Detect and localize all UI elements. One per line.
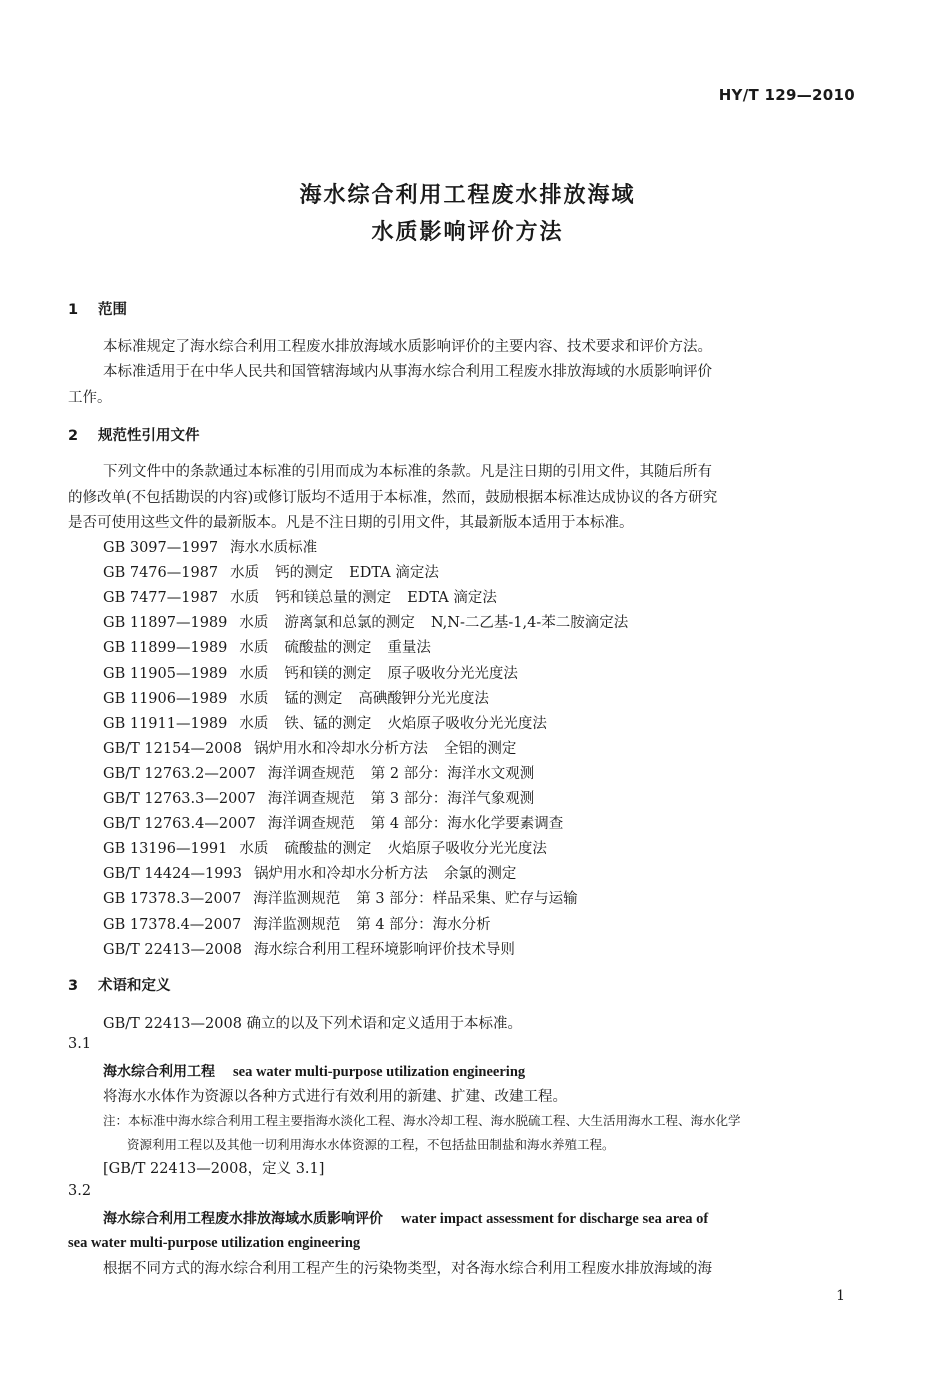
reference-item — [103, 662, 534, 683]
reference-title-part: 水质 — [230, 565, 260, 582]
reference-title-part: 海洋监测规范 — [253, 891, 341, 908]
reference-title-part: 火焰原子吸收分光光度法 — [387, 715, 547, 732]
reference-item — [103, 586, 513, 607]
reference-title-part: 钙的测定 — [275, 565, 334, 582]
reference-title-part: 海水水质标准 — [230, 540, 318, 556]
reference-code: GB 7476—1987 — [103, 565, 219, 582]
reference-title-part: 余氯的测定 — [443, 866, 517, 883]
term-chinese: 海水综合利用工程废水排放海域水质影响评价 — [103, 1211, 383, 1227]
section-2-intro-line-1: 下列文件中的条款通过本标准的引用而成为本标准的条款。凡是注日期的引用文件，其随后所有 — [103, 464, 712, 480]
reference-title-part: 第 3 部分：样品采集、贮存与运输 — [356, 891, 578, 908]
term-3-1-source: [GB/T 22413—2008，定义 3.1] — [103, 1161, 325, 1177]
section-1-paragraph-2-line-2: 工作。 — [68, 390, 112, 406]
reference-title-part: 高碘酸钾分光光度法 — [358, 690, 489, 707]
reference-title-part: 锰的测定 — [284, 690, 343, 707]
reference-title-part: 锅炉用水和冷却水分析方法 — [253, 866, 428, 883]
section-1-paragraph-1: 本标准规定了海水综合利用工程废水排放海域水质影响评价的主要内容、技术要求和评价方法。 — [103, 339, 712, 355]
reference-code: GB 7477—1987 — [103, 590, 219, 607]
term-3-2-english-line-2 — [68, 1232, 360, 1252]
reference-code: GB 3097—1997 — [103, 540, 219, 556]
reference-code: GB/T 22413—2008 — [103, 941, 242, 958]
reference-code: GB 13196—1991 — [103, 841, 228, 858]
reference-title-part: N,N-二乙基-1,4-苯二胺滴定法 — [430, 615, 629, 632]
term-english: sea water multi-purpose utilization engineering — [233, 1064, 526, 1080]
reference-item — [103, 636, 447, 657]
term-english-line-1: water impact assessment for discharge sea area of — [401, 1211, 709, 1227]
reference-code: GB 17378.3—2007 — [103, 891, 242, 908]
reference-code: GB 17378.4—2007 — [103, 916, 242, 933]
term-3-1-note-line-2: 资源利用工程以及其他一切利用海水水体资源的工程，不包括盐田制盐和海水养殖工程。 — [127, 1137, 615, 1152]
reference-code: GB/T 12763.4—2007 — [103, 816, 256, 833]
reference-code: GB 11906—1989 — [103, 690, 228, 707]
section-2-heading — [68, 424, 200, 445]
section-number: 1 — [68, 302, 79, 318]
term-3-1-heading — [103, 1061, 525, 1081]
section-title: 术语和定义 — [98, 978, 171, 994]
section-1-paragraph-2-line-1: 本标准适用于在中华人民共和国管辖海域内从事海水综合利用工程废水排放海域的水质影响评价 — [103, 364, 712, 380]
section-3-intro: GB/T 22413—2008 确立的以及下列术语和定义适用于本标准。 — [103, 1016, 523, 1032]
reference-item — [103, 913, 507, 934]
section-number: 3 — [68, 978, 79, 994]
reference-title-part: EDTA 滴定法 — [349, 565, 439, 582]
standard-code: HY/T 129—2010 — [718, 86, 855, 104]
reference-title-part: 全铝的测定 — [443, 740, 517, 757]
term-3-1-number: 3.1 — [68, 1036, 92, 1052]
term-english-line-2: sea water multi-purpose utilization engineering — [68, 1235, 361, 1251]
reference-title-part: 原子吸收分光光度法 — [387, 665, 518, 682]
reference-item — [103, 812, 579, 833]
reference-item — [103, 887, 594, 908]
reference-title-part: 钙和镁的测定 — [284, 665, 372, 682]
reference-title-part: 火焰原子吸收分光光度法 — [387, 841, 547, 858]
reference-item — [103, 611, 644, 632]
reference-title-part: 海洋调查规范 — [267, 765, 355, 782]
term-3-1-note-line-1: 注：本标准中海水综合利用工程主要指海水淡化工程、海水冷却工程、海水脱硫工程、大生活用海水工程、海水化学 — [103, 1113, 741, 1128]
reference-title-part: 硫酸盐的测定 — [284, 841, 372, 858]
term-3-2-heading — [103, 1208, 708, 1228]
reference-title-part: 海洋调查规范 — [267, 791, 355, 807]
reference-title-part: 水质 — [239, 615, 269, 632]
reference-title-part: EDTA 滴定法 — [407, 590, 497, 607]
reference-code: GB/T 12154—2008 — [103, 740, 242, 757]
reference-title-part: 水质 — [239, 690, 269, 707]
reference-title-part: 水质 — [230, 590, 260, 607]
reference-code: GB/T 12763.2—2007 — [103, 765, 256, 782]
reference-title-part: 海洋调查规范 — [267, 816, 355, 833]
reference-code: GB/T 12763.3—2007 — [103, 791, 256, 807]
reference-item — [103, 536, 333, 557]
reference-item — [103, 862, 532, 883]
reference-title-part: 硫酸盐的测定 — [284, 640, 372, 657]
reference-title-part: 第 4 部分：海水化学要素调查 — [370, 816, 564, 833]
term-chinese: 海水综合利用工程 — [103, 1064, 215, 1080]
page-number: 1 — [836, 1288, 845, 1304]
reference-title-part: 铁、锰的测定 — [284, 715, 372, 732]
reference-item — [103, 938, 531, 959]
reference-title-part: 第 2 部分：海洋水文观测 — [370, 765, 535, 782]
section-2-intro-line-3: 是否可使用这些文件的最新版本。凡是不注日期的引用文件，其最新版本适用于本标准。 — [68, 515, 634, 531]
reference-item — [103, 837, 563, 858]
reference-code: GB/T 14424—1993 — [103, 866, 242, 883]
reference-title-part: 水质 — [239, 841, 269, 858]
reference-title-part: 水质 — [239, 665, 269, 682]
reference-title-part: 第 3 部分：海洋气象观测 — [370, 791, 535, 807]
section-3-heading — [68, 974, 171, 995]
term-3-1-definition: 将海水水体作为资源以各种方式进行有效利用的新建、扩建、改建工程。 — [103, 1089, 567, 1105]
reference-title-part: 重量法 — [387, 640, 431, 657]
reference-title-part: 钙和镁总量的测定 — [275, 590, 392, 607]
term-3-2-definition-line-1: 根据不同方式的海水综合利用工程产生的污染物类型，对各海水综合利用工程废水排放海域的海 — [103, 1261, 712, 1277]
term-3-2-number: 3.2 — [68, 1183, 92, 1199]
reference-title-part: 水质 — [239, 640, 269, 657]
reference-title-part: 第 4 部分：海水分析 — [356, 916, 491, 933]
section-1-heading — [68, 298, 127, 319]
reference-title-part: 游离氯和总氯的测定 — [284, 615, 415, 632]
section-title: 规范性引用文件 — [98, 428, 200, 444]
document-title-line2: 水质影响评价方法 — [371, 220, 564, 245]
section-title: 范围 — [98, 302, 127, 318]
reference-item — [103, 561, 455, 582]
reference-code: GB 11899—1989 — [103, 640, 228, 657]
reference-code: GB 11897—1989 — [103, 615, 228, 632]
document-title-line1: 海水综合利用工程废水排放海域 — [299, 183, 636, 208]
reference-code: GB 11905—1989 — [103, 665, 228, 682]
section-2-intro-line-2: 的修改单(不包括勘误的内容)或修订版均不适用于本标准，然而，鼓励根据本标准达成协议的各方研究 — [68, 490, 718, 506]
reference-code: GB 11911—1989 — [103, 715, 228, 732]
reference-item — [103, 687, 505, 708]
reference-title-part: 海洋监测规范 — [253, 916, 341, 933]
reference-item — [103, 737, 532, 758]
reference-item — [103, 712, 563, 733]
reference-title-part: 水质 — [239, 715, 269, 732]
reference-item — [103, 787, 550, 808]
reference-item — [103, 762, 550, 783]
reference-title-part: 锅炉用水和冷却水分析方法 — [253, 740, 428, 757]
section-number: 2 — [68, 428, 79, 444]
reference-title-part: 海水综合利用工程环境影响评价技术导则 — [253, 941, 515, 958]
